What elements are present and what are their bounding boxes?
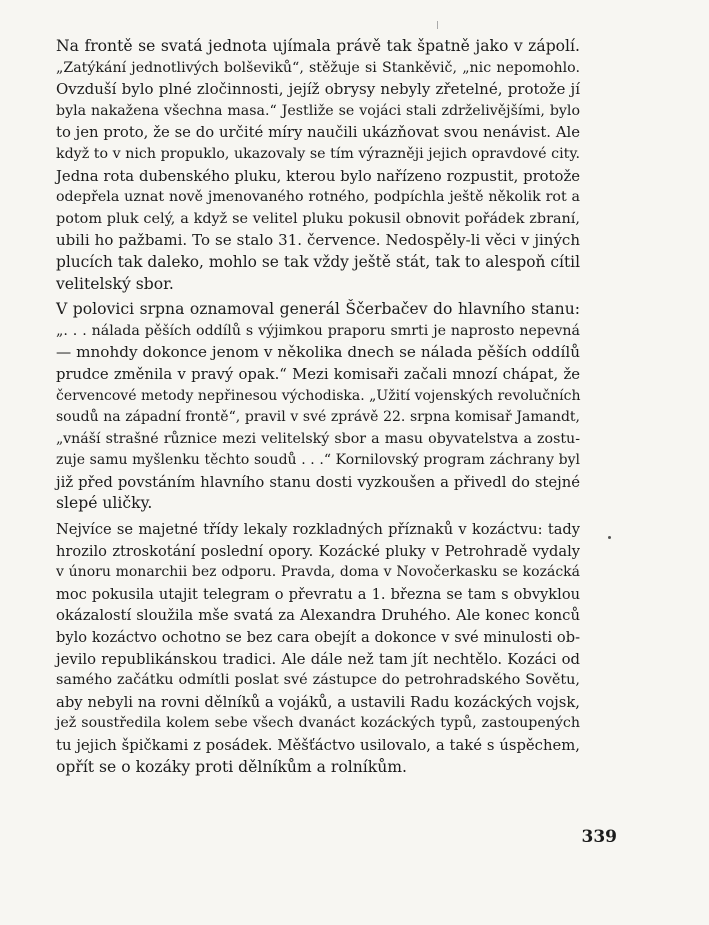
text-line: „vnáší strašné různice mezi velitelský sbor a masu obyvatelstva a zostu-: [56, 430, 580, 447]
page-number: 339: [581, 827, 617, 847]
text-line: v únoru monarchii bez odporu. Pravda, doma v Novočerkasku se kozácká: [56, 564, 580, 581]
text-line: aby nebyli na rovni dělníků a vojáků, a ustavili Radu kozáckých vojsk,: [56, 693, 580, 711]
text-line: hrozilo ztroskotání poslední opory. Kozácké pluky v Petrohradě vydaly: [56, 542, 580, 560]
text-line: soudů na západní frontě“, pravil v své zprávě 22. srpna komisař Jamandt,: [56, 409, 580, 426]
paragraph-1: [56, 36, 580, 295]
text-line: samého začátku odmítli poslat své zástupce do petrohradského Sovětu,: [56, 672, 580, 689]
paragraph-3: [56, 519, 580, 778]
text-line: byla nakažena všechna masa.“ Jestliže se vojáci stali zdrželivějšími, bylo: [56, 102, 580, 119]
text-line: tu jejich špičkami z posádek. Měšťáctvo usilovalo, a také s úspěchem,: [56, 737, 580, 754]
text-line: Jedna rota dubenského pluku, kterou bylo nařízeno rozpustit, protože: [56, 167, 580, 185]
text-line: okázalostí sloužila mše svatá za Alexandra Druhého. Ale konec konců: [56, 607, 580, 625]
paper-speck: [437, 21, 438, 29]
text-line: „. . . nálada pěších oddílů s výjimkou praporu smrti je naprosto nepevná: [56, 322, 580, 339]
text-line: bylo kozáctvo ochotno se bez cara obejít a dokonce v své minulosti ob-: [56, 629, 580, 647]
page-text-block: [56, 36, 580, 778]
text-line: moc pokusila utajit telegram o převratu a 1. března se tam s obvyklou: [56, 585, 580, 603]
text-line: potom pluk celý, a když se velitel pluku pokusil obnovit pořádek zbraní,: [56, 210, 580, 227]
text-line: odepřela uznat nově jmenovaného rotného, podpíchla ještě několik rot a: [56, 189, 580, 206]
paper-speck: [608, 536, 611, 539]
text-line: opřít se o kozáky proti dělníkům a rolníkům.: [56, 757, 407, 776]
text-line: plucích tak daleko, mohlo se tak vždy ještě stát, tak to alespoň cítil: [56, 252, 580, 271]
text-line: již před povstáním hlavního stanu dosti vyzkoušen a přivedl do stejné: [56, 473, 580, 491]
text-line: to jen proto, že se do určité míry naučili ukázňovat svou nenávist. Ale: [56, 124, 580, 142]
text-line: červencové metody nepřinesou východiska. „Užití vojenských revolučních: [56, 387, 581, 404]
text-line: Na frontě se svatá jednota ujímala právě tak špatně jako v zápolí.: [56, 37, 580, 55]
text-line: jevilo republikánskou tradici. Ale dále než tam jít nechtělo. Kozáci od: [56, 650, 580, 668]
text-line: jež soustředila kolem sebe všech dvanáct kozáckých typů, zastoupených: [56, 715, 580, 732]
text-line: — mnohdy dokonce jenom v několika dnech se nálada pěších oddílů: [56, 343, 580, 362]
text-line: velitelský sbor.: [56, 274, 174, 293]
text-line: zuje samu myšlenku těchto soudů . . .“ Kornilovský program záchrany byl: [56, 452, 580, 469]
text-line: prudce změnila v pravý opak.“ Mezi komisaři začali mnozí chápat, že: [56, 365, 580, 383]
paragraph-2: [56, 299, 580, 515]
text-line: ubili ho pažbami. To se stalo 31. července. Nedospěly-li věci v jiných: [56, 231, 580, 250]
text-line: V polovici srpna oznamoval generál Ščerbačev do hlavního stanu:: [56, 300, 580, 319]
text-line: Ovzduší bylo plné zločinnosti, jejíž obrysy nebyly zřetelné, protože jí: [56, 80, 580, 99]
text-line: slepé uličky.: [56, 494, 153, 513]
text-line: když to v nich propuklo, ukazovaly se tím výrazněji jejich opravdové city.: [56, 145, 580, 162]
text-line: „Zatýkání jednotlivých bolševiků“, stěžuje si Stankěvič, „nic nepomohlo.: [56, 59, 580, 76]
text-line: Nejvíce se majetné třídy lekaly rozkladných příznaků v kozáctvu: tady: [56, 521, 580, 539]
